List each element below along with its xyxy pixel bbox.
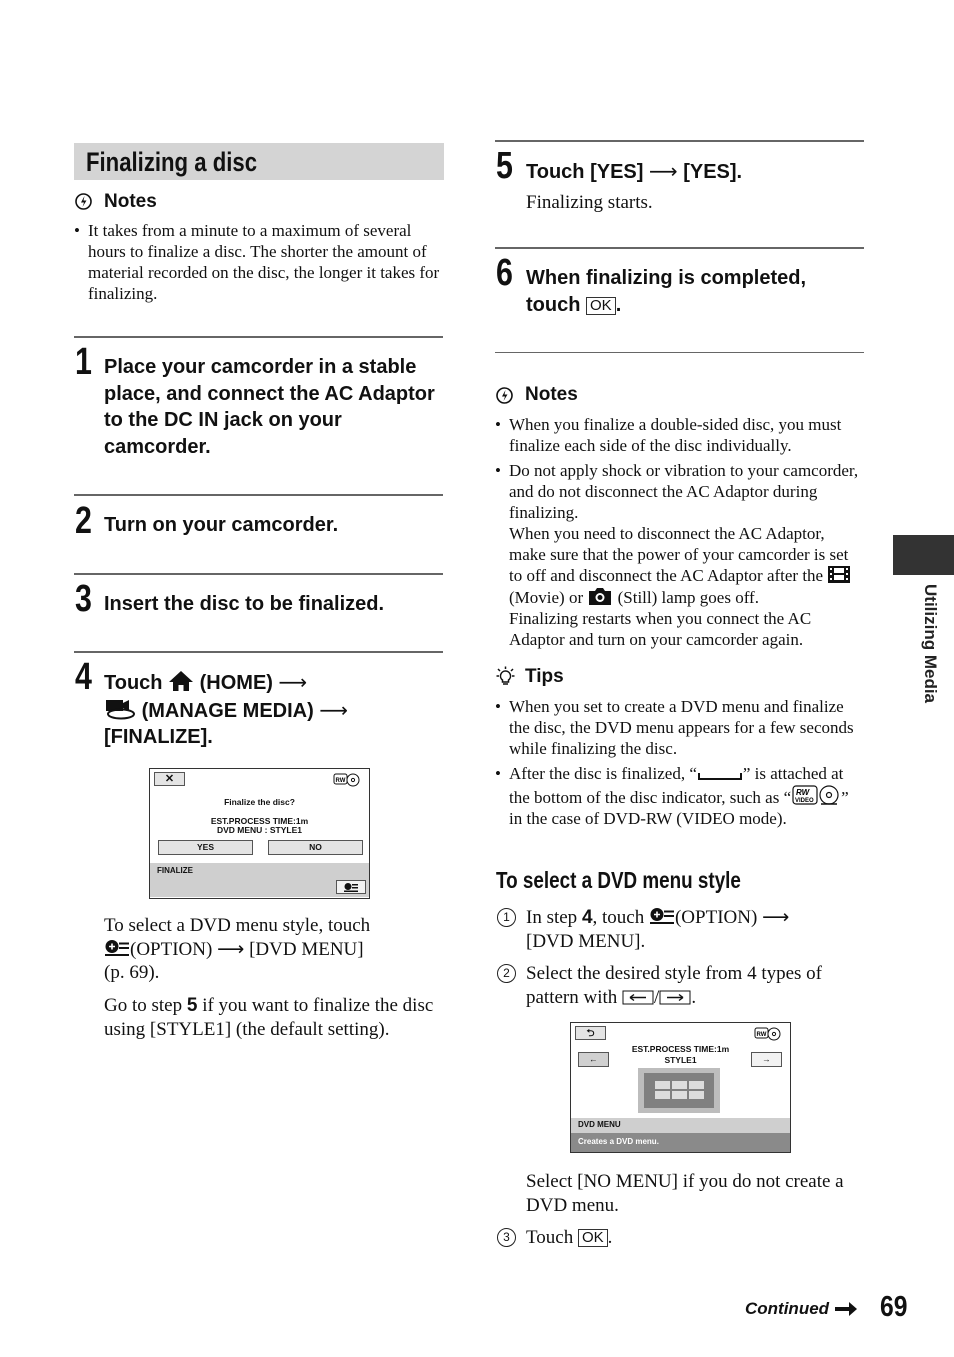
return-icon: ⮌ (586, 1028, 595, 1039)
tip-text: ” is attached at the bottom of the disc indicator, such as (509, 764, 844, 807)
left-arrow-button-icon (622, 990, 654, 1006)
screen-caption-bar (571, 1133, 790, 1152)
step-ref: 4 (581, 907, 593, 928)
right-arrow-icon: → (762, 1054, 771, 1064)
step-4-home: (HOME) (199, 672, 273, 694)
divider (495, 352, 864, 353)
finalize-question: Finalize the disc? (224, 797, 295, 807)
list-item: • It takes from a minute to a maximum of several hours to finalize a disc. The shorter the amount of material recorded on the disc, the longer it takes for finalizing. (74, 220, 442, 304)
ok-button[interactable]: OK (578, 1229, 608, 1247)
option-button[interactable] (336, 880, 366, 894)
option-icon (104, 939, 130, 958)
dvd-menu-style: DVD MENU : STYLE1 (216, 825, 302, 835)
no-menu-note: Select [NO MENU] if you do not create a DVD menu. (526, 1171, 844, 1216)
option-icon (344, 882, 358, 892)
style-preview-inner (644, 1073, 714, 1108)
tips-heading: Tips (525, 666, 564, 687)
side-tab-marker (893, 535, 954, 575)
style-label: STYLE1 (664, 1055, 697, 1065)
tip-text: ” in the case of DVD-RW (VIDEO mode). (509, 788, 849, 828)
step-2-text: Turn on your camcorder. (104, 514, 339, 536)
sub-text: In step (526, 907, 578, 928)
note-text: (Movie) or (509, 588, 584, 607)
left-arrow-icon: ← (589, 1054, 598, 1064)
notes-heading-left: Notes (104, 191, 157, 212)
home-icon (168, 670, 194, 692)
step-6-number: 6 (496, 252, 513, 294)
notes-heading-right: Notes (525, 384, 578, 405)
style-grid-icon (644, 1073, 714, 1108)
step-5-text (526, 158, 742, 186)
footer-label: FINALIZE (157, 866, 193, 875)
note-text: When you need to disconnect the AC Adaptor, make sure that the power of your camcorder is set to off and disconnect the AC Adaptor after the (509, 524, 849, 585)
option-icon (649, 907, 675, 926)
note-text: Do not apply shock or vibration to your camcorder, and do not disconnect the AC Adaptor during finalizing. (509, 461, 859, 522)
tips-list (495, 696, 860, 833)
movie-icon (827, 565, 851, 584)
notes-list-right (495, 414, 860, 654)
sub-text: (OPTION) (674, 907, 758, 928)
continued-text: Continued (745, 1299, 830, 1318)
dvd-style-heading: To select a DVD menu style (496, 867, 741, 893)
step-6-text-a: When finalizing is completed, (526, 267, 807, 289)
svg-text:RW: RW (796, 788, 810, 797)
divider (74, 651, 443, 653)
tips-lightbulb-icon (496, 666, 515, 686)
notes-icon (75, 193, 92, 210)
divider (495, 140, 864, 142)
go-to-step-paragraph (104, 994, 444, 1041)
arrow-icon: ⟶ (648, 159, 678, 183)
step-3-number: 3 (75, 578, 92, 620)
finalized-bar-icon (697, 770, 743, 782)
continued-arrow-icon (834, 1301, 858, 1317)
note-text: (Still) lamp goes off. (617, 588, 759, 607)
arrow-icon: ⟶ (278, 670, 308, 694)
step-1-text: Place your camcorder in a stable place, and connect the AC Adaptor to the DC IN jack on your camcorder. (104, 356, 435, 458)
divider (74, 494, 443, 496)
arrow-icon: ⟶ (319, 697, 349, 722)
svg-text:VIDEO: VIDEO (795, 798, 814, 804)
sub-text: . (607, 1227, 613, 1248)
step-5-text-a: Touch [YES] (526, 161, 644, 183)
ok-button[interactable]: OK (586, 297, 616, 315)
step-1-number: 1 (75, 341, 92, 383)
right-arrow-button-icon (659, 990, 691, 1006)
sub-step-2-text (526, 962, 861, 1009)
style-preview (638, 1068, 720, 1113)
note-text: Finalizing restarts when you connect the AC Adaptor and turn on your camcorder again. (509, 609, 812, 649)
step-6-text: When finalizing is completed, touch OK . (526, 267, 807, 316)
sub-step-3-number: 3 (497, 1228, 516, 1247)
sub-text: / (654, 986, 660, 1008)
continued-label (745, 1299, 858, 1319)
sub-text: [DVD MENU]. (526, 930, 646, 952)
notes-icon (496, 387, 513, 404)
step-4-manage: (MANAGE MEDIA) (141, 699, 314, 722)
step-5-number: 5 (496, 145, 513, 187)
no-button[interactable]: NO (268, 840, 363, 855)
para-text: Go to step (104, 995, 183, 1016)
footer-caption: Creates a DVD menu. (578, 1137, 659, 1146)
close-icon: ✕ (164, 773, 175, 785)
section-title: Finalizing a disc (86, 147, 258, 177)
para-text: To select a DVD menu style, touch (104, 915, 371, 936)
return-button[interactable] (575, 1026, 606, 1040)
divider (495, 247, 864, 249)
step-5-subtext: Finalizing starts. (526, 192, 653, 213)
close-button[interactable] (154, 772, 185, 786)
footer-label: DVD MENU (578, 1120, 621, 1129)
sub-step-3-text (526, 1226, 612, 1250)
step-5-text-b: [YES]. (683, 161, 743, 183)
dvd-menu-screen (570, 1022, 791, 1153)
notes-list-left (74, 220, 442, 308)
step-2-number: 2 (75, 500, 92, 542)
tip-text: After the disc is finalized, “ (509, 764, 697, 783)
page-number: 69 (880, 1291, 908, 1323)
list-item: • When you set to create a DVD menu and finalize the disc, the DVD menu appears for a few seconds while finalizing the disc. (495, 696, 860, 759)
tip-text: “ (783, 788, 792, 807)
est-process-time: EST.PROCESS TIME:1m (210, 816, 309, 826)
arrow-icon: ⟶ (217, 937, 245, 960)
sub-step-1-number: 1 (497, 908, 516, 927)
divider (74, 336, 443, 338)
step-6-text-b: touch (526, 293, 581, 316)
para-text: (OPTION) (130, 938, 213, 960)
next-style-button[interactable] (751, 1052, 782, 1067)
dvd-rw-badge-icon (333, 772, 361, 788)
step-4-number: 4 (75, 656, 92, 698)
list-item: • When you finalize a double-sided disc, you must finalize each side of the disc individually. (495, 414, 860, 456)
side-tab-label: Utilizing Media (921, 584, 940, 703)
para-text: [DVD MENU] (249, 938, 364, 960)
manage-media-icon (104, 698, 136, 720)
svg-text:RW: RW (756, 1032, 767, 1038)
step-3-text: Insert the disc to be finalized. (104, 593, 385, 615)
divider (74, 573, 443, 575)
step-4-finalize: [FINALIZE]. (104, 726, 213, 748)
sub-step-2-number: 2 (497, 964, 516, 983)
step-4-text (104, 669, 444, 751)
step-4-touch: Touch (104, 672, 163, 694)
screen-footer (150, 863, 369, 897)
still-camera-icon (587, 586, 613, 606)
prev-style-button[interactable] (578, 1052, 609, 1067)
finalize-screen (149, 768, 370, 899)
list-item (495, 460, 860, 650)
sub-text: , touch (592, 907, 645, 928)
yes-button[interactable]: YES (158, 840, 253, 855)
sub-text: Select the desired style from 4 types of pattern with (526, 963, 823, 1008)
dvd-rw-badge-icon (754, 1026, 782, 1042)
est-process-time: EST.PROCESS TIME:1m (631, 1044, 730, 1054)
step-ref: 5 (186, 995, 198, 1016)
sub-text: Touch (526, 1227, 574, 1248)
page-ref-link[interactable]: (p. 69). (104, 962, 160, 983)
sub-step-1-text (526, 906, 861, 953)
para-text: if you want to finalize the disc using [STYLE1] (the default setting). (104, 995, 434, 1040)
svg-text:RW: RW (335, 778, 346, 784)
sub-text: . (691, 986, 697, 1008)
dvd-rw-video-icon (791, 784, 841, 806)
dvd-menu-style-paragraph (104, 914, 444, 985)
list-item (495, 763, 860, 829)
arrow-icon: ⟶ (762, 906, 790, 928)
